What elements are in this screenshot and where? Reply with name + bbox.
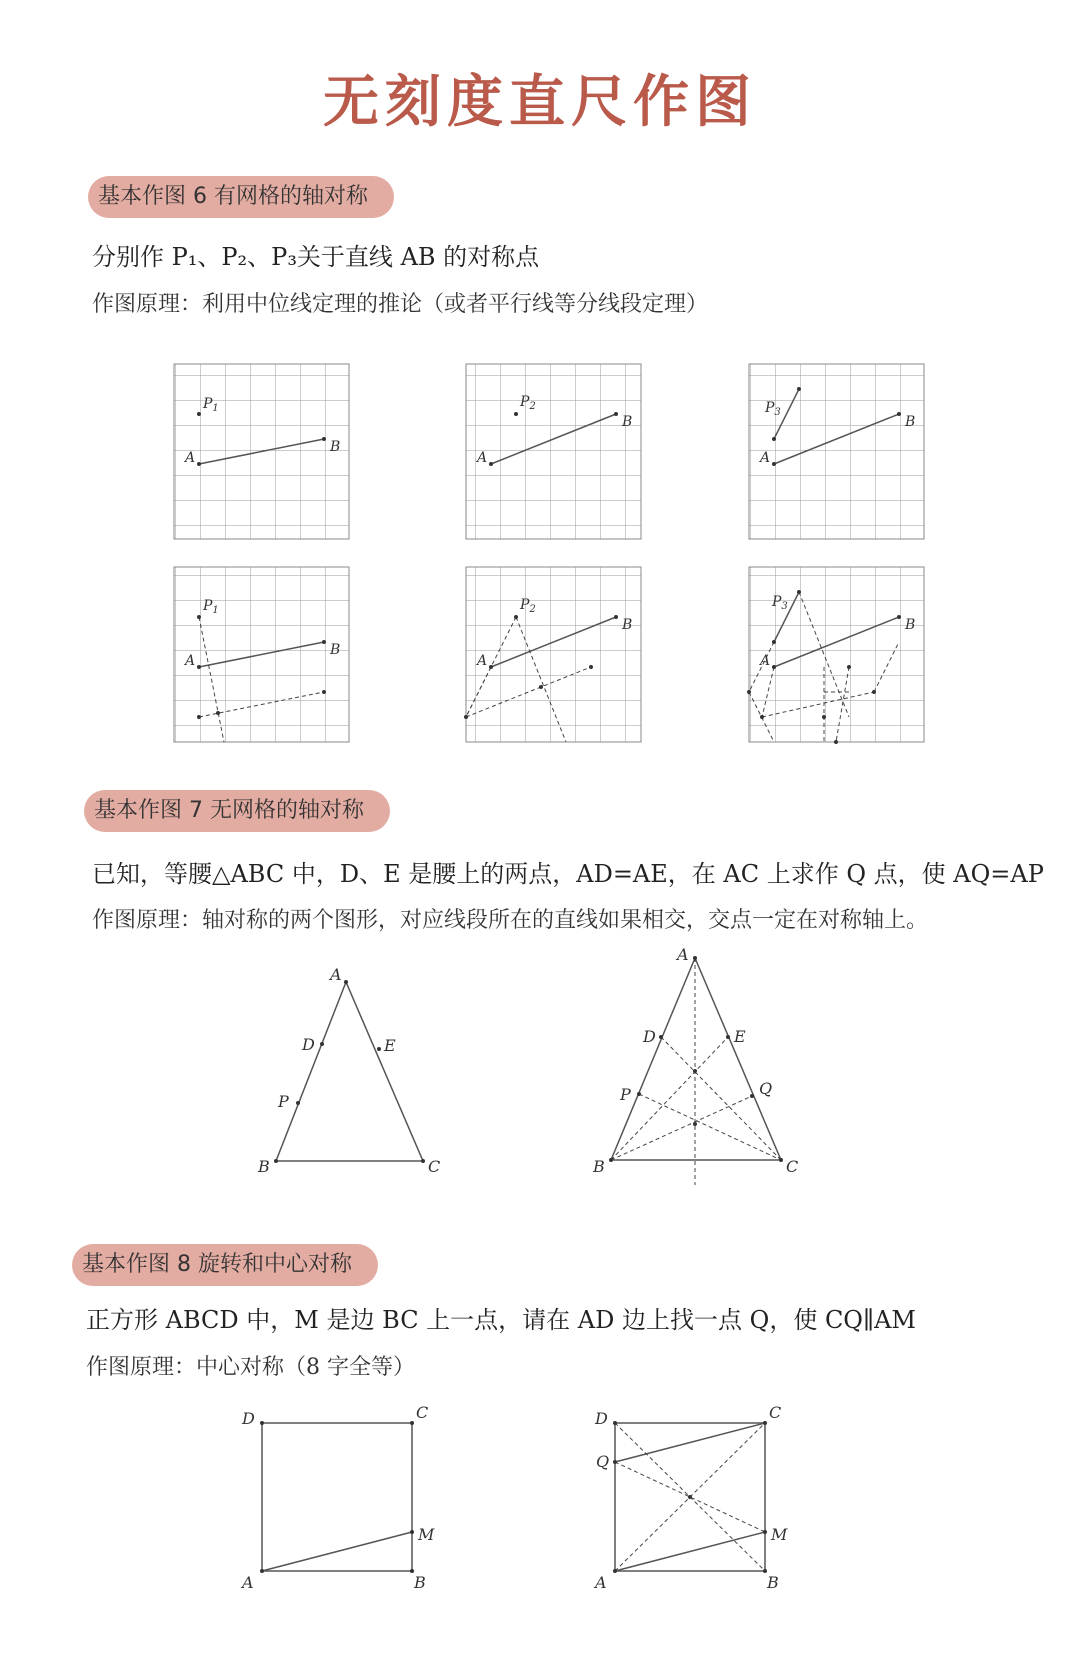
svg-text:B: B [905, 414, 916, 430]
svg-text:A: A [242, 1573, 254, 1592]
svg-text:B: B [622, 414, 633, 430]
svg-text:B: B [258, 1157, 270, 1176]
section-8-task: 正方形 ABCD 中，M 是边 BC 上一点，请在 AD 边上找一点 Q，使 CQ∥AM [86, 1306, 916, 1334]
svg-text:A: A [760, 450, 771, 466]
svg-text:Q: Q [759, 1079, 773, 1098]
svg-text:P1: $P_1$ [203, 396, 219, 414]
svg-text:D: D [595, 1409, 608, 1428]
svg-text:A: A [185, 450, 196, 466]
svg-text:C: C [769, 1403, 782, 1422]
svg-text:P: P [278, 1092, 289, 1111]
svg-text:E: E [734, 1027, 746, 1046]
svg-text:Q: Q [596, 1452, 610, 1471]
square-figure-construction [593, 1403, 788, 1592]
svg-text:D: D [643, 1027, 656, 1046]
svg-text:B: B [414, 1573, 426, 1592]
section-8-badge: 基本作图 8 旋转和中心对称 [72, 1244, 378, 1286]
svg-text:B: B [330, 642, 341, 658]
svg-text:D: D [242, 1409, 255, 1428]
section-7-task: 已知，等腰△ABC 中，D、E 是腰上的两点，AD=AE，在 AC 上求作 Q 点，使 AQ=AP [92, 860, 1044, 888]
svg-text:P1: $P_1$ [203, 598, 219, 616]
svg-text:A: A [477, 450, 488, 466]
svg-text:P2: $P_2$ [520, 597, 536, 615]
svg-text:A: A [330, 965, 342, 984]
section-6-badge: 基本作图 6 有网格的轴对称 [88, 176, 394, 218]
svg-text:C: C [416, 1403, 429, 1422]
svg-text:D: D [302, 1035, 315, 1054]
svg-text:A: A [760, 653, 771, 669]
svg-text:B: B [905, 617, 916, 633]
svg-text:M: M [418, 1525, 435, 1544]
page-title: 无刻度直尺作图 [323, 69, 757, 135]
svg-text:B: B [593, 1157, 605, 1176]
section-8-principle: 作图原理：中心对称（8 字全等） [86, 1355, 415, 1380]
svg-text:B: B [622, 617, 633, 633]
triangle-figure-construction [592, 945, 798, 1185]
svg-text:P: P [620, 1085, 631, 1104]
svg-text:A: A [477, 653, 488, 669]
svg-text:A: A [185, 653, 196, 669]
svg-text:A: A [595, 1573, 607, 1592]
grid-solution-2 [464, 567, 641, 742]
triangle-figure-given [257, 965, 440, 1176]
grid-figure-2 [466, 364, 641, 539]
section-7-badge: 基本作图 7 无网格的轴对称 [84, 790, 390, 832]
svg-text:B: B [330, 439, 341, 455]
svg-text:M: M [771, 1525, 788, 1544]
svg-text:C: C [786, 1157, 799, 1176]
svg-text:B: B [767, 1573, 779, 1592]
grid-figure-3 [749, 364, 924, 539]
grid-solution-1 [174, 567, 349, 742]
svg-text:P2: $P_2$ [520, 394, 536, 412]
grid-figure-1 [174, 364, 349, 539]
section-6-task: 分别作 P₁、P₂、P₃关于直线 AB 的对称点 [92, 243, 540, 271]
svg-text:P3: $P_3$ [765, 400, 781, 418]
svg-text:C: C [428, 1157, 441, 1176]
section-6-principle: 作图原理：利用中位线定理的推论（或者平行线等分线段定理） [92, 292, 709, 317]
svg-text:A: A [677, 945, 689, 964]
svg-text:E: E [384, 1036, 396, 1055]
section-7-principle: 作图原理：轴对称的两个图形，对应线段所在的直线如果相交，交点一定在对称轴上。 [92, 908, 929, 933]
square-figure-given [240, 1403, 435, 1592]
grid-solution-3 [747, 567, 924, 744]
svg-text:P3: $P_3$ [772, 594, 788, 612]
